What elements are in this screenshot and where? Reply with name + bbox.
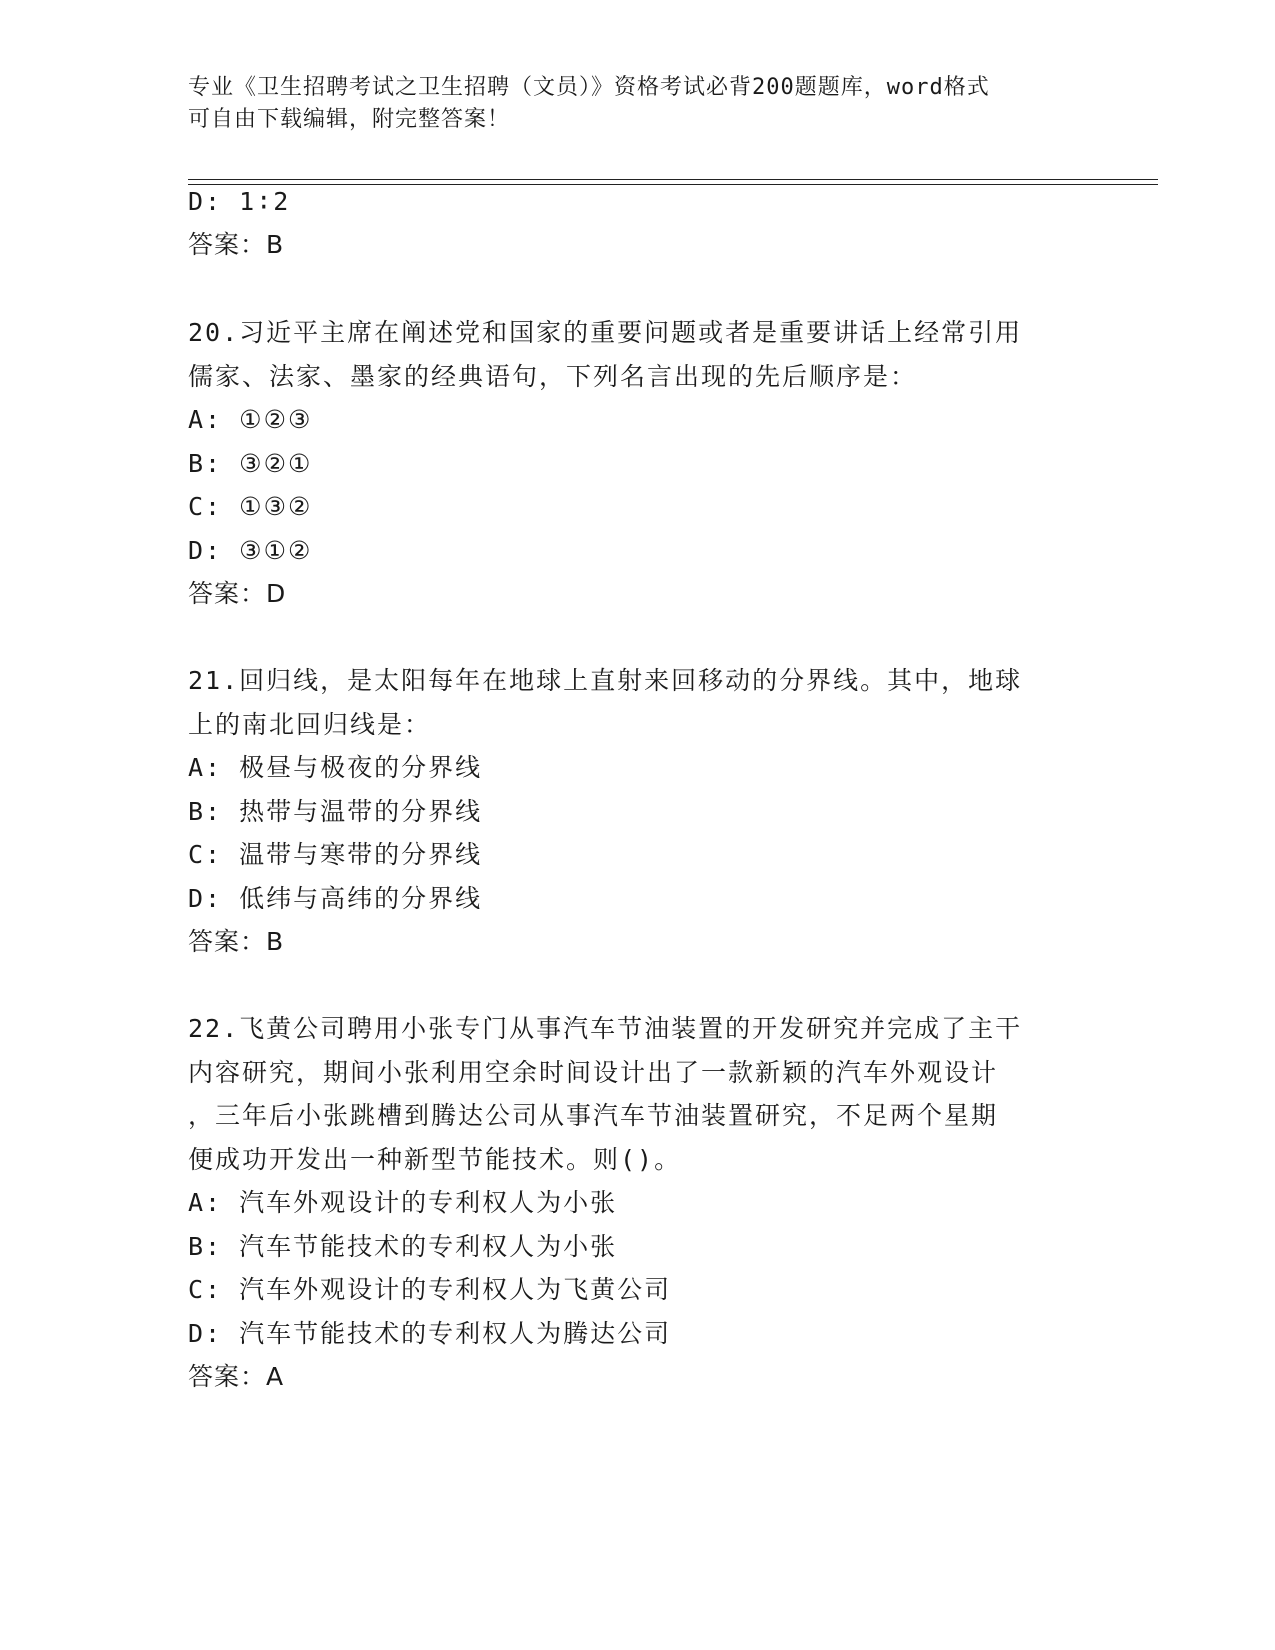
q22-option-c: C: 汽车外观设计的专利权人为飞黄公司	[188, 1275, 672, 1304]
q22-stem-line-1: 22.飞黄公司聘用小张专门从事汽车节油装置的开发研究并完成了主干	[188, 1014, 1023, 1043]
document-header	[188, 72, 1088, 136]
q20-option-b: B: ③②①	[188, 449, 313, 478]
header-title-line-2: 可自由下载编辑，附完整答案！	[188, 107, 511, 132]
q21-option-c: C: 温带与寒带的分界线	[188, 840, 483, 869]
q22-stem-line-3: ，三年后小张跳槽到腾达公司从事汽车节油装置研究，不足两个星期	[188, 1101, 999, 1130]
q21-stem-line-1: 21.回归线，是太阳每年在地球上直射来回移动的分界线。其中，地球	[188, 666, 1023, 695]
q20-option-a: A: ①②③	[188, 405, 313, 434]
q22-stem-line-2: 内容研究，期间小张利用空余时间设计出了一款新颖的汽车外观设计	[188, 1058, 999, 1087]
q19-answer: 答案：B	[188, 230, 285, 259]
q22-option-a: A: 汽车外观设计的专利权人为小张	[188, 1188, 618, 1217]
q20-stem-line-2: 儒家、法家、墨家的经典语句，下列名言出现的先后顺序是：	[188, 362, 918, 391]
header-divider-top	[188, 179, 1158, 180]
q22-stem-line-4: 便成功开发出一种新型节能技术。则()。	[188, 1145, 682, 1174]
q20-stem-line-1: 20.习近平主席在阐述党和国家的重要问题或者是重要讲话上经常引用	[188, 318, 1023, 347]
header-divider-bottom	[188, 184, 1158, 185]
q21-option-a: A: 极昼与极夜的分界线	[188, 753, 483, 782]
q20-option-d: D: ③①②	[188, 536, 313, 565]
q21-stem-line-2: 上的南北回归线是：	[188, 710, 432, 739]
q21-answer: 答案：B	[188, 927, 285, 956]
q21-option-b: B: 热带与温带的分界线	[188, 797, 483, 826]
q20-answer: 答案：D	[188, 579, 287, 608]
q19-option-d: D: 1∶2	[188, 187, 291, 216]
header-title-line-1: 专业《卫生招聘考试之卫生招聘（文员）》资格考试必背200题题库，word格式	[188, 75, 990, 100]
q22-answer: 答案：A	[188, 1362, 285, 1391]
q22-option-b: B: 汽车节能技术的专利权人为小张	[188, 1232, 618, 1261]
q21-option-d: D: 低纬与高纬的分界线	[188, 884, 483, 913]
q22-option-d: D: 汽车节能技术的专利权人为腾达公司	[188, 1319, 672, 1348]
q20-option-c: C: ①③②	[188, 492, 313, 521]
